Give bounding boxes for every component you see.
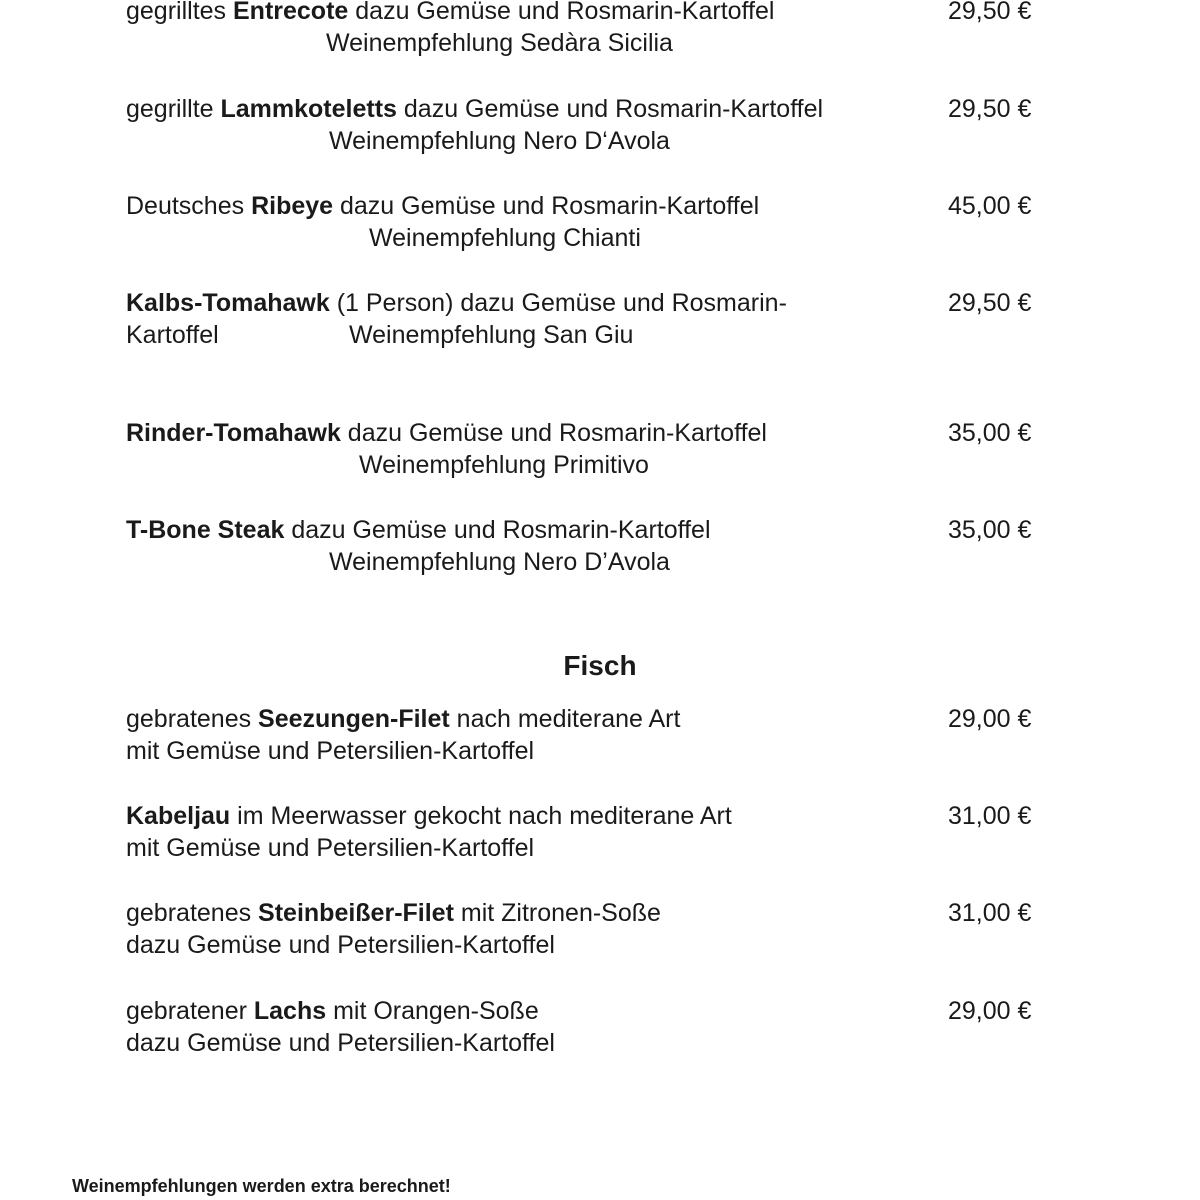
dish-name: Ribeye [251,192,334,220]
dish-prefix: gebratenes [126,705,259,733]
dish-price: 29,50 € [948,95,1032,123]
menu-item-lammkoteletts [126,93,1056,157]
dish-name: Kalbs-Tomahawk [126,289,330,317]
section-title-fisch: Fisch [563,650,637,681]
dish-prefix: gebratener [126,997,254,1025]
dish-description: mit Zitronen-Soße [453,899,661,927]
dish-price: 29,50 € [948,0,1032,25]
dish-description: (1 Person) dazu Gemüse und Rosmarin- [329,289,787,317]
dish-description-continued: Kartoffel [126,321,219,349]
dish-price: 31,00 € [948,802,1032,830]
dish-prefix: Deutsches [126,192,252,220]
dish-name: Lammkoteletts [220,95,397,123]
wine-recommendation: Weinempfehlung Sedàra Sicilia [326,29,673,57]
wine-recommendation: Weinempfehlung Nero D’Avola [329,548,670,576]
dish-side: mit Gemüse und Petersilien-Kartoffel [126,737,535,765]
wine-recommendation: Weinempfehlung San Giu [349,321,634,349]
menu-item-kabeljau [126,800,1056,864]
dish-price: 35,00 € [948,419,1032,447]
dish-description: dazu Gemüse und Rosmarin-Kartoffel [333,192,760,220]
dish-price: 31,00 € [948,899,1032,927]
dish-description: dazu Gemüse und Rosmarin-Kartoffel [284,516,711,544]
dish-description: nach mediterane Art [449,705,681,733]
dish-price: 45,00 € [948,192,1032,220]
dish-line [126,703,1056,735]
dish-description: im Meerwasser gekocht nach mediterane Art [230,802,732,830]
dish-line [126,800,1056,832]
menu-item-entrecote [126,0,1056,59]
dish-line [126,897,1056,929]
dish-description: dazu Gemüse und Rosmarin-Kartoffel [340,419,767,447]
dish-price: 29,00 € [948,997,1032,1025]
dish-prefix: gegrilltes [126,0,233,25]
dish-name: Steinbeißer-Filet [258,899,454,927]
dish-name: Lachs [253,997,327,1025]
dish-line [126,190,1056,222]
menu-item-lachs [126,995,1056,1059]
dish-line [126,93,1056,125]
dish-line [126,417,1056,449]
dish-description: mit Orangen-Soße [326,997,539,1025]
dish-side: dazu Gemüse und Petersilien-Kartoffel [126,931,555,959]
menu-item-steinbeisser-filet [126,897,1056,961]
dish-side: mit Gemüse und Petersilien-Kartoffel [126,834,535,862]
dish-price: 35,00 € [948,516,1032,544]
dish-line [126,287,1056,319]
dish-side: dazu Gemüse und Petersilien-Kartoffel [126,1029,555,1057]
dish-prefix: gegrillte [126,95,221,123]
menu-item-kalbs-tomahawk [126,287,1056,351]
dish-name: Kabeljau [126,802,231,830]
menu-item-seezungen-filet [126,703,1056,767]
dish-prefix: gebratenes [126,899,259,927]
footnote: Weinempfehlungen werden extra berechnet! [72,1176,451,1196]
dish-description: dazu Gemüse und Rosmarin-Kartoffel [348,0,775,25]
dish-line [126,0,1056,27]
dish-price: 29,00 € [948,705,1032,733]
dish-name: T-Bone Steak [126,516,285,544]
dish-line [126,514,1056,546]
dish-description: dazu Gemüse und Rosmarin-Kartoffel [396,95,824,123]
dish-name: Seezungen-Filet [258,705,450,733]
dish-line [126,995,1056,1027]
wine-recommendation: Weinempfehlung Primitivo [359,451,649,479]
wine-recommendation: Weinempfehlung Nero D‘Avola [329,127,670,155]
dish-name: Entrecote [233,0,349,25]
menu-item-t-bone-steak [126,514,1056,578]
dish-price: 29,50 € [948,289,1032,317]
menu-item-rinder-tomahawk [126,417,1056,481]
wine-recommendation: Weinempfehlung Chianti [369,224,641,252]
menu-item-ribeye [126,190,1056,254]
dish-name: Rinder-Tomahawk [126,419,341,447]
